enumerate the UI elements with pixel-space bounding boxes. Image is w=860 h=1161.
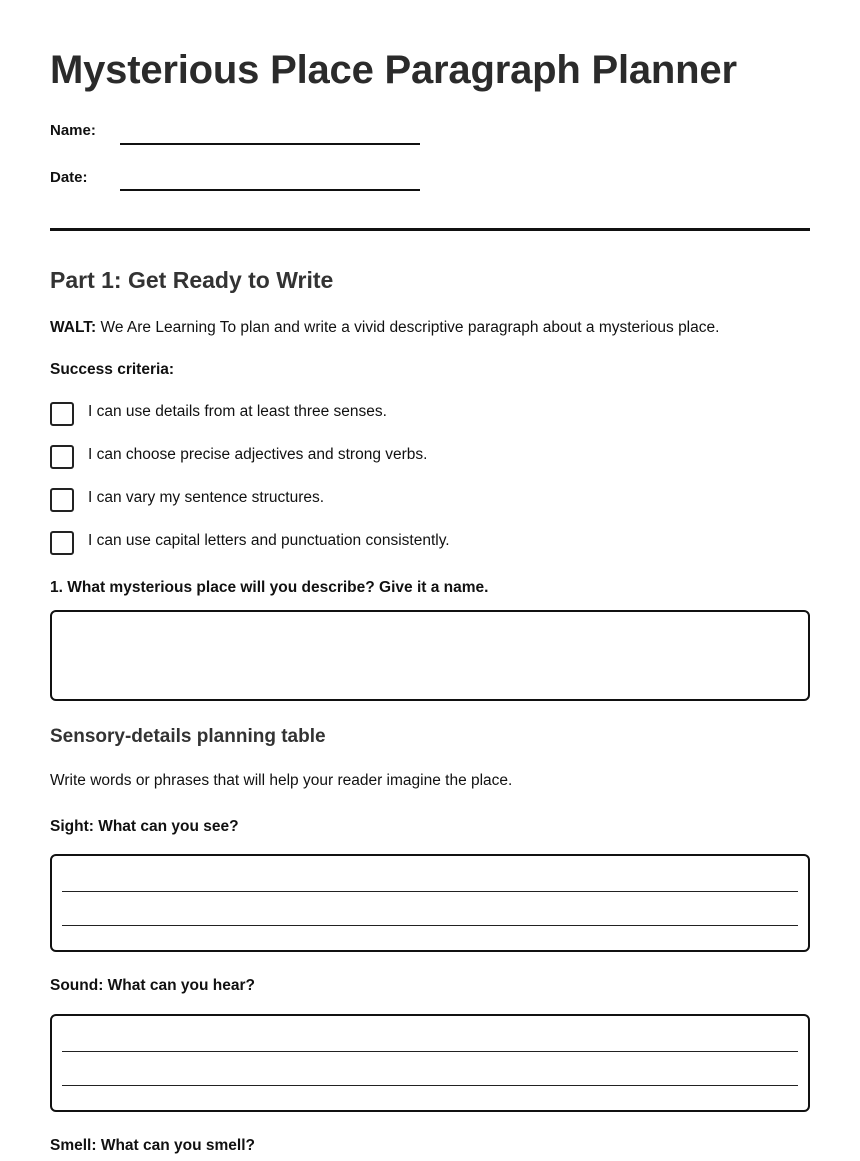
success-criteria-label: Success criteria: xyxy=(50,361,175,378)
writing-line xyxy=(62,1085,798,1086)
date-label: Date: xyxy=(50,169,88,186)
sensory-table-heading: Sensory-details planning table xyxy=(50,726,326,747)
writing-line xyxy=(62,925,798,926)
criteria-checkbox[interactable] xyxy=(50,488,74,512)
section-divider xyxy=(50,228,810,231)
criteria-text: I can choose precise adjectives and strong verbs. xyxy=(88,446,428,463)
walt-text: We Are Learning To plan and write a vivid descriptive paragraph about a mysterious place. xyxy=(96,319,720,336)
sound-label: Sound: What can you hear? xyxy=(50,977,255,994)
smell-label: Smell: What can you smell? xyxy=(50,1137,255,1154)
sight-label: Sight: What can you see? xyxy=(50,818,239,835)
name-label: Name: xyxy=(50,122,96,139)
criteria-checkbox[interactable] xyxy=(50,531,74,555)
place-name-answer-box[interactable] xyxy=(50,610,810,701)
sound-answer-box[interactable] xyxy=(50,1014,810,1112)
criteria-text: I can use details from at least three senses. xyxy=(88,403,387,420)
criteria-item xyxy=(50,488,810,512)
part1-heading: Part 1: Get Ready to Write xyxy=(50,267,334,293)
name-field[interactable] xyxy=(120,143,420,145)
date-field[interactable] xyxy=(120,189,420,191)
criteria-checkbox[interactable] xyxy=(50,402,74,426)
writing-line xyxy=(62,891,798,892)
criteria-item xyxy=(50,402,810,426)
page-title: Mysterious Place Paragraph Planner xyxy=(50,48,737,92)
sight-answer-box[interactable] xyxy=(50,854,810,952)
criteria-item xyxy=(50,531,810,555)
writing-line xyxy=(62,1051,798,1052)
criteria-text: I can use capital letters and punctuation consistently. xyxy=(88,532,450,549)
walt-statement xyxy=(50,319,719,337)
criteria-item xyxy=(50,445,810,469)
walt-label: WALT: xyxy=(50,319,97,336)
criteria-checkbox[interactable] xyxy=(50,445,74,469)
question1-label: 1. What mysterious place will you describe? Give it a name. xyxy=(50,579,489,596)
sensory-instructions: Write words or phrases that will help your reader imagine the place. xyxy=(50,772,513,789)
criteria-text: I can vary my sentence structures. xyxy=(88,489,325,506)
